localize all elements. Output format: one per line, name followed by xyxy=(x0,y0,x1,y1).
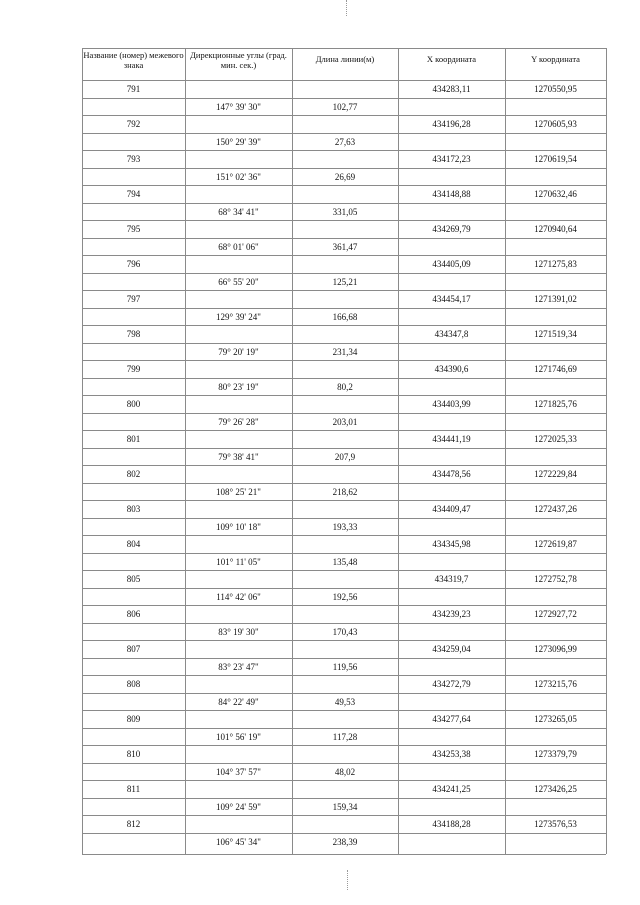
point-y-coordinate: 1273576,53 xyxy=(534,819,577,829)
point-y-coordinate: 1272437,26 xyxy=(534,504,577,514)
line-length: 159,34 xyxy=(332,801,358,812)
row-divider xyxy=(82,360,606,361)
row-divider xyxy=(82,658,606,659)
table-bottom-border xyxy=(82,854,606,855)
column-divider xyxy=(606,48,607,854)
point-name: 795 xyxy=(126,224,141,234)
direction-angle: 109° 10' 18" xyxy=(216,521,261,532)
line-length: 331,05 xyxy=(332,206,358,217)
point-x-coordinate: 434196,28 xyxy=(432,119,471,129)
point-x-coordinate: 434148,88 xyxy=(432,189,471,199)
line-length: 26,69 xyxy=(334,171,356,182)
scan-artifact xyxy=(346,0,347,16)
line-length: 102,77 xyxy=(332,101,358,112)
point-name: 803 xyxy=(126,504,141,514)
row-divider xyxy=(82,430,606,431)
column-divider xyxy=(505,48,506,854)
point-y-coordinate: 1271746,69 xyxy=(534,364,577,374)
point-name: 791 xyxy=(126,84,141,94)
row-divider xyxy=(82,448,606,449)
line-length: 192,56 xyxy=(332,591,358,602)
direction-angle: 80° 23' 19" xyxy=(218,381,259,392)
point-y-coordinate: 1270632,46 xyxy=(534,189,577,199)
point-x-coordinate: 434405,09 xyxy=(432,259,471,269)
point-y-coordinate: 1273096,99 xyxy=(534,644,577,654)
line-length: 27,63 xyxy=(334,136,356,147)
point-y-coordinate: 1271391,02 xyxy=(534,294,577,304)
point-name: 796 xyxy=(126,259,141,269)
row-divider xyxy=(82,203,606,204)
direction-angle: 109° 24' 59" xyxy=(216,801,261,812)
point-name: 805 xyxy=(126,574,141,584)
point-x-coordinate: 434345,98 xyxy=(432,539,471,549)
point-name: 793 xyxy=(126,154,141,164)
row-divider xyxy=(82,168,606,169)
direction-angle: 151° 02' 36" xyxy=(216,171,261,182)
point-y-coordinate: 1272927,72 xyxy=(534,609,577,619)
direction-angle: 79° 38' 41" xyxy=(218,451,259,462)
line-length: 170,43 xyxy=(332,626,358,637)
point-x-coordinate: 434239,23 xyxy=(432,609,471,619)
point-name: 799 xyxy=(126,364,141,374)
point-name: 810 xyxy=(126,749,141,759)
point-x-coordinate: 434390,6 xyxy=(434,364,469,374)
point-name: 792 xyxy=(126,119,141,129)
point-y-coordinate: 1272619,87 xyxy=(534,539,577,549)
row-divider xyxy=(82,535,606,536)
row-divider xyxy=(82,500,606,501)
row-divider xyxy=(82,745,606,746)
column-header: Длина линии(м) xyxy=(315,54,375,64)
direction-angle: 79° 20' 19" xyxy=(218,346,259,357)
scan-artifact xyxy=(347,870,348,890)
direction-angle: 79° 26' 28" xyxy=(218,416,259,427)
point-y-coordinate: 1272752,78 xyxy=(534,574,577,584)
line-length: 361,47 xyxy=(332,241,358,252)
line-length: 119,56 xyxy=(332,661,358,672)
point-x-coordinate: 434259,04 xyxy=(432,644,471,654)
point-name: 797 xyxy=(126,294,141,304)
point-x-coordinate: 434403,99 xyxy=(432,399,471,409)
row-divider xyxy=(82,518,606,519)
direction-angle: 83° 19' 30" xyxy=(218,626,259,637)
column-header: Дирекционные углы (град. мин. сек.) xyxy=(190,50,287,70)
point-name: 802 xyxy=(126,469,141,479)
point-x-coordinate: 434454,17 xyxy=(432,294,471,304)
line-length: 49,53 xyxy=(334,696,356,707)
row-divider xyxy=(82,710,606,711)
row-divider xyxy=(82,553,606,554)
line-length: 218,62 xyxy=(332,486,358,497)
direction-angle: 104° 37' 57" xyxy=(216,766,261,777)
line-length: 48,02 xyxy=(334,766,356,777)
line-length: 203,01 xyxy=(332,416,358,427)
point-x-coordinate: 434441,19 xyxy=(432,434,471,444)
direction-angle: 108° 25' 21" xyxy=(216,486,261,497)
line-length: 117,28 xyxy=(332,731,358,742)
line-length: 231,34 xyxy=(332,346,358,357)
row-divider xyxy=(82,150,606,151)
direction-angle: 106° 45' 34" xyxy=(216,836,261,847)
direction-angle: 150° 29' 39" xyxy=(216,136,261,147)
line-length: 238,39 xyxy=(332,836,358,847)
row-divider xyxy=(82,133,606,134)
point-y-coordinate: 1273379,79 xyxy=(534,749,577,759)
point-y-coordinate: 1270619,54 xyxy=(534,154,577,164)
line-length: 125,21 xyxy=(332,276,358,287)
line-length: 166,68 xyxy=(332,311,358,322)
point-x-coordinate: 434269,79 xyxy=(432,224,471,234)
row-divider xyxy=(82,465,606,466)
point-name: 800 xyxy=(126,399,141,409)
point-x-coordinate: 434277,64 xyxy=(432,714,471,724)
point-y-coordinate: 1273265,05 xyxy=(534,714,577,724)
column-header: Название (номер) межевого знака xyxy=(83,50,184,70)
direction-angle: 83° 23' 47" xyxy=(218,661,259,672)
row-divider xyxy=(82,413,606,414)
point-x-coordinate: 434478,56 xyxy=(432,469,471,479)
point-name: 812 xyxy=(126,819,141,829)
column-divider xyxy=(82,48,83,854)
direction-angle: 66° 55' 20" xyxy=(218,276,259,287)
row-divider xyxy=(82,343,606,344)
column-header: X координата xyxy=(426,54,477,64)
row-divider xyxy=(82,640,606,641)
row-divider xyxy=(82,605,606,606)
point-x-coordinate: 434409,47 xyxy=(432,504,471,514)
row-divider xyxy=(82,185,606,186)
row-divider xyxy=(82,115,606,116)
point-name: 808 xyxy=(126,679,141,689)
point-name: 811 xyxy=(126,784,141,794)
point-y-coordinate: 1271519,34 xyxy=(534,329,577,339)
point-x-coordinate: 434253,38 xyxy=(432,749,471,759)
row-divider xyxy=(82,238,606,239)
column-divider xyxy=(398,48,399,854)
row-divider xyxy=(82,798,606,799)
point-name: 804 xyxy=(126,539,141,549)
point-y-coordinate: 1270550,95 xyxy=(534,84,577,94)
row-divider xyxy=(82,220,606,221)
point-y-coordinate: 1270940,64 xyxy=(534,224,577,234)
row-divider xyxy=(82,98,606,99)
table-top-border xyxy=(82,48,606,49)
point-y-coordinate: 1271825,76 xyxy=(534,399,577,409)
line-length: 207,9 xyxy=(334,451,356,462)
row-divider xyxy=(82,273,606,274)
point-name: 801 xyxy=(126,434,141,444)
row-divider xyxy=(82,833,606,834)
row-divider xyxy=(82,308,606,309)
row-divider xyxy=(82,780,606,781)
point-y-coordinate: 1270605,93 xyxy=(534,119,577,129)
direction-angle: 68° 01' 06" xyxy=(218,241,259,252)
row-divider xyxy=(82,675,606,676)
row-divider xyxy=(82,483,606,484)
point-name: 809 xyxy=(126,714,141,724)
row-divider xyxy=(82,588,606,589)
line-length: 193,33 xyxy=(332,521,358,532)
row-divider xyxy=(82,693,606,694)
point-x-coordinate: 434188,28 xyxy=(432,819,471,829)
row-divider xyxy=(82,763,606,764)
row-divider xyxy=(82,325,606,326)
point-x-coordinate: 434347,8 xyxy=(434,329,469,339)
point-name: 794 xyxy=(126,189,141,199)
point-y-coordinate: 1271275,83 xyxy=(534,259,577,269)
point-x-coordinate: 434283,11 xyxy=(432,84,471,94)
line-length: 135,48 xyxy=(332,556,358,567)
line-length: 80,2 xyxy=(337,381,353,392)
direction-angle: 147° 39' 30" xyxy=(216,101,261,112)
direction-angle: 129° 39' 24" xyxy=(216,311,261,322)
column-header: Y координата xyxy=(531,54,580,64)
direction-angle: 84° 22' 49" xyxy=(218,696,259,707)
row-divider xyxy=(82,395,606,396)
point-x-coordinate: 434319,7 xyxy=(434,574,469,584)
point-y-coordinate: 1273426,25 xyxy=(534,784,577,794)
point-y-coordinate: 1272229,84 xyxy=(534,469,577,479)
row-divider xyxy=(82,815,606,816)
point-y-coordinate: 1272025,33 xyxy=(534,434,577,444)
row-divider xyxy=(82,255,606,256)
point-x-coordinate: 434272,79 xyxy=(432,679,471,689)
row-divider xyxy=(82,80,606,81)
row-divider xyxy=(82,378,606,379)
point-x-coordinate: 434172,23 xyxy=(432,154,471,164)
point-y-coordinate: 1273215,76 xyxy=(534,679,577,689)
direction-angle: 101° 11' 05" xyxy=(216,556,261,567)
row-divider xyxy=(82,623,606,624)
direction-angle: 68° 34' 41" xyxy=(218,206,259,217)
point-name: 798 xyxy=(126,329,141,339)
point-name: 806 xyxy=(126,609,141,619)
row-divider xyxy=(82,290,606,291)
direction-angle: 101° 56' 19" xyxy=(216,731,261,742)
direction-angle: 114° 42' 06" xyxy=(216,591,261,602)
point-x-coordinate: 434241,25 xyxy=(432,784,471,794)
row-divider xyxy=(82,570,606,571)
point-name: 807 xyxy=(126,644,141,654)
row-divider xyxy=(82,728,606,729)
